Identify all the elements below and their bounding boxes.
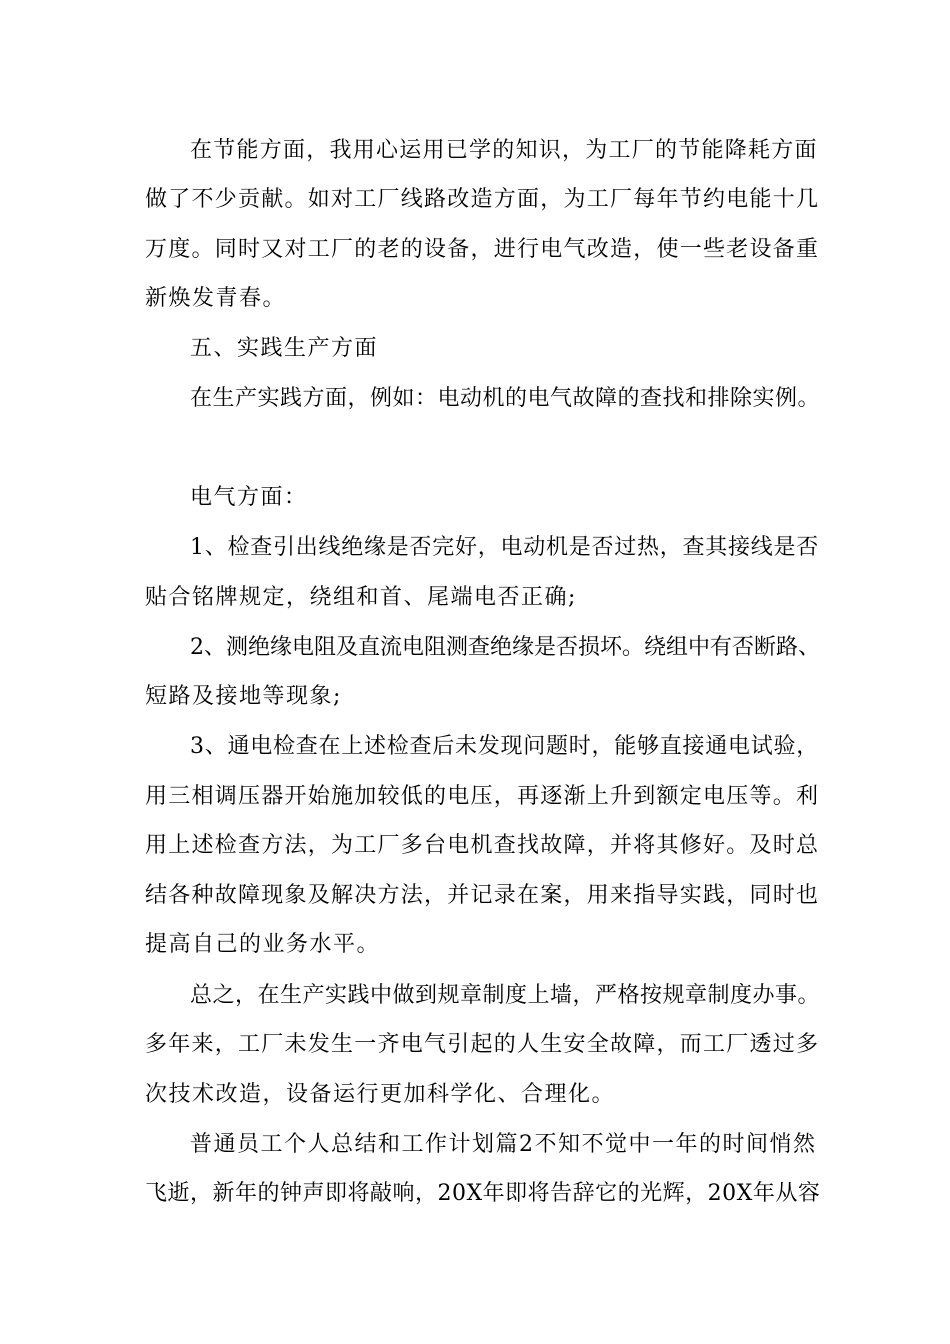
text-line: 短路及接地等现象; <box>145 684 342 709</box>
text-line: 万度。同时又对工厂的老的设备，进行电气改造，使一些老设备重 <box>145 237 820 262</box>
text-line: 结各种故障现象及解决方法，并记录在案，用来指导实践，同时也 <box>145 883 820 908</box>
text-line: 次技术改造，设备运行更加科学化、合理化。 <box>145 1082 616 1107</box>
text-line: 在生产实践方面，例如：电动机的电气故障的查找和排除实例。 <box>190 386 821 411</box>
list-item: 3、通电检查在上述检查后未发现问题时，能够直接通电试验， <box>190 734 819 759</box>
text-line: 提高自己的业务水平。 <box>145 932 381 957</box>
text-line: 普通员工个人总结和工作计划篇2不知不觉中一年的时间悄然 <box>190 1132 817 1157</box>
section-heading: 五、实践生产方面 <box>190 336 379 361</box>
text-line: 做了不少贡献。如对工厂线路改造方面，为工厂每年节约电能十几 <box>145 187 820 212</box>
text-line: 飞逝，新年的钟声即将敲响，20X年即将告辞它的光辉，20X年从容 <box>145 1181 821 1206</box>
text-line: 用上述检查方法，为工厂多台电机查找故障，并将其修好。及时总 <box>145 833 820 858</box>
text-line: 新焕发青春。 <box>145 286 287 311</box>
text-line: 多年来，工厂未发生一齐电气引起的人生安全故障，而工厂透过多 <box>145 1032 820 1057</box>
text-line: 总之，在生产实践中做到规章制度上墙，严格按规章制度办事。 <box>190 983 821 1008</box>
text-line: 在节能方面，我用心运用已学的知识，为工厂的节能降耗方面 <box>190 138 818 163</box>
list-item: 1、检查引出线绝缘是否完好，电动机是否过热，查其接线是否 <box>190 535 819 560</box>
subsection-heading: 电气方面： <box>190 485 308 510</box>
list-item: 2、测绝缘电阻及直流电阻测查绝缘是否损坏。绕组中有否断路、 <box>190 635 820 660</box>
text-line: 用三相调压器开始施加较低的电压，再逐渐上升到额定电压等。利 <box>145 784 820 809</box>
text-line: 贴合铭牌规定，绕组和首、尾端电否正确; <box>145 585 577 610</box>
